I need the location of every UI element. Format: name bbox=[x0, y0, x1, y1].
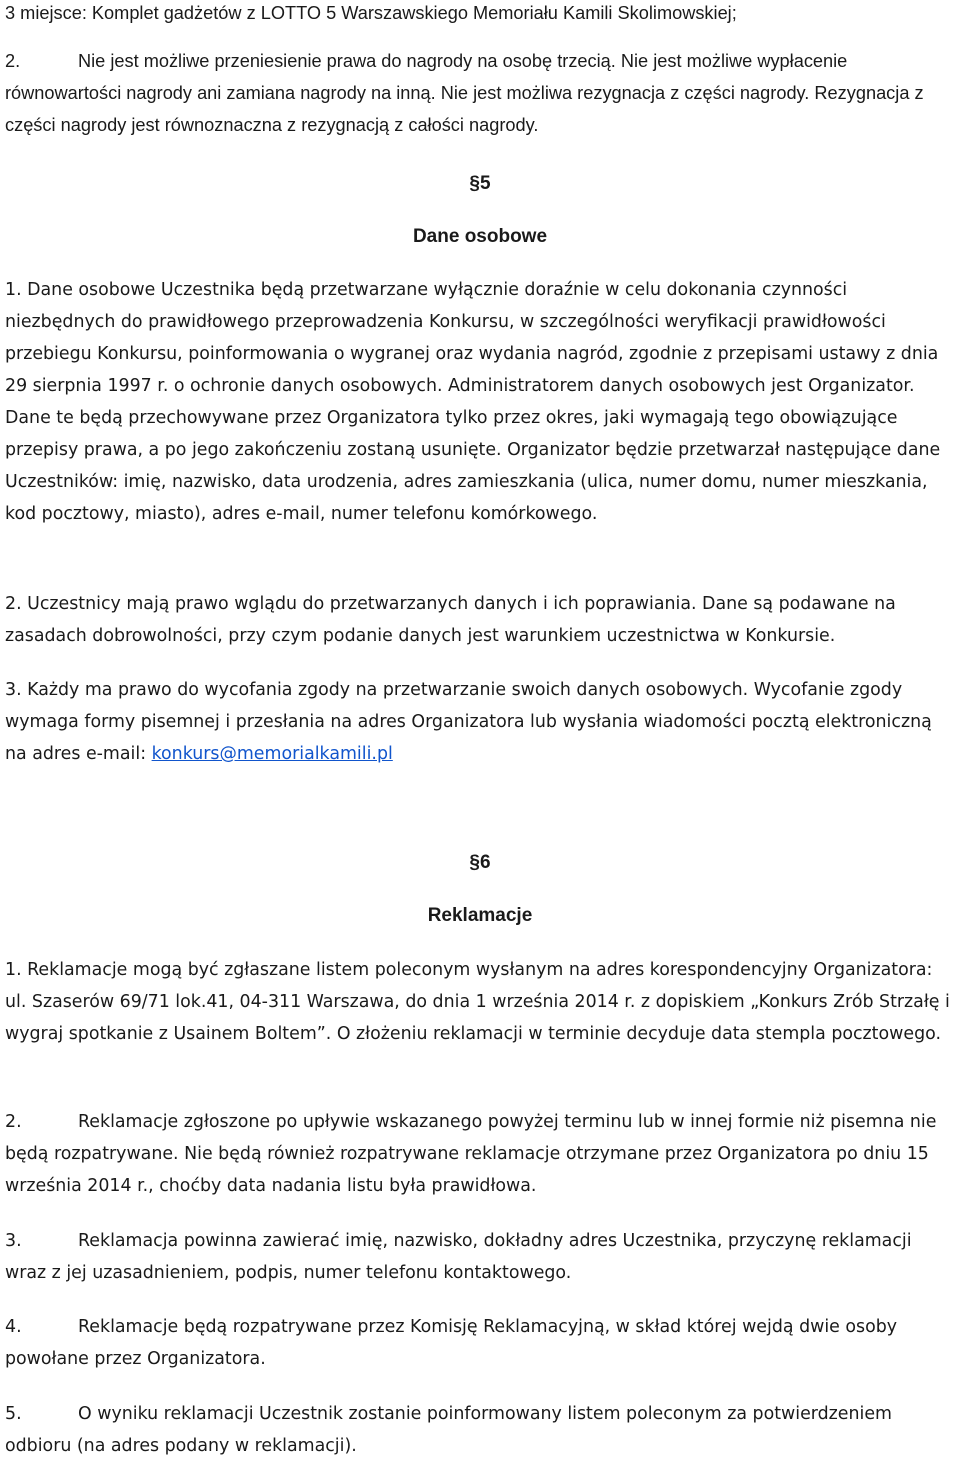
section5-mark: §5 bbox=[469, 173, 491, 194]
section6-mark: §6 bbox=[469, 852, 491, 873]
section5-title: Dane osobowe bbox=[412, 226, 548, 247]
prize-line: 3 miejsce: Komplet gadżetów z LOTTO 5 Warszawskiego Memoriału Kamili Skolimowskiej; bbox=[5, 3, 737, 23]
section6-item-2 bbox=[5, 1106, 957, 1202]
section6-item-1: 1. Reklamacje mogą być zgłaszane listem poleconym wysłanym na adres korespondencyjny Organizatora: ul. Szaserów 69/71 lok.41, 04-311 Warszawa, do dnia 1 września 2014 r. z dopiskiem „Konkurs Zrób Strzałę i wygraj spotkanie z Usainem Boltem”. O złożeniu reklamacji w terminie decyduje data stempla pocztowego. bbox=[5, 960, 950, 1044]
section5-item-2: 2. Uczestnicy mają prawo wglądu do przetwarzanych danych i ich poprawiania. Dane są podawane na zasadach dobrowolności, przy czym podanie danych jest warunkiem uczestnictwa w Konkursie. bbox=[5, 594, 896, 646]
item-text: Reklamacje zgłoszone po upływie wskazanego powyżej terminu lub w innej formie niż pisemna nie będą rozpatrywane. Nie będą również rozpatrywane reklamacje otrzymane przez Organizatora po dniu 15 września 2014 r., choćby data nadania listu była prawidłowa. bbox=[5, 1112, 937, 1196]
section6-item-5 bbox=[5, 1398, 957, 1462]
item-number: 3. bbox=[5, 1231, 22, 1251]
item-text: O wyniku reklamacji Uczestnik zostanie poinformowany listem poleconym za potwierdzeniem odbioru (na adres podany w reklamacji). bbox=[5, 1404, 892, 1456]
section5-item-1: 1. Dane osobowe Uczestnika będą przetwarzane wyłącznie doraźnie w celu dokonania czynności niezbędnych do prawidłowego przeprowadzenia Konkursu, w szczególności weryfikacji prawidłowości przebiegu Konkursu, poinformowania o wygranej oraz wydania nagród, zgodnie z przepisami ustawy z dnia 29 sierpnia 1997 r. o ochronie danych osobowych. Administratorem danych osobowych jest Organizator. Dane te będą przechowywane przez Organizatora tylko przez okres, jaki wymagają tego obowiązujące przepisy prawa, a po jego zakończeniu zostaną usunięte. Organizator będzie przetwarzał następujące dane Uczestników: imię, nazwisko, data urodzenia, adres zamieszkania (ulica, numer domu, numer mieszkania, kod pocztowy, miasto), adres e-mail, numer telefonu komórkowego. bbox=[5, 280, 941, 524]
item-text: Reklamacja powinna zawierać imię, nazwisko, dokładny adres Uczestnika, przyczynę reklamacji wraz z jej uzasadnieniem, podpis, numer telefonu kontaktowego. bbox=[5, 1231, 912, 1283]
item-number: 4. bbox=[5, 1317, 22, 1337]
section5-item-3 bbox=[5, 674, 957, 770]
item-number: 5. bbox=[5, 1404, 22, 1424]
item-text: Nie jest możliwe przeniesienie prawa do nagrody na osobę trzecią. Nie jest możliwe wypłacenie równowartości nagrody ani zamiana nagrody na inną. Nie jest możliwa rezygnacja z części nagrody. Rezygnacja z części nagrody jest równoznaczna z rezygnacją z całości nagrody. bbox=[5, 51, 924, 135]
item-number: 2. bbox=[5, 51, 21, 71]
email-link[interactable]: konkurs@memorialkamili.pl bbox=[151, 744, 393, 764]
item-number: 2. bbox=[5, 1112, 22, 1132]
section6-title: Reklamacje bbox=[427, 905, 533, 926]
section4-item-2 bbox=[5, 45, 957, 141]
item-text: 3. Każdy ma prawo do wycofania zgody na przetwarzanie swoich danych osobowych. Wycofanie zgody wymaga formy pisemnej i przesłania na adres Organizatora lub wysłania wiadomości pocztą elektroniczną na adres e-mail: bbox=[5, 680, 932, 764]
item-text: Reklamacje będą rozpatrywane przez Komisję Reklamacyjną, w skład której wejdą dwie osoby powołane przez Organizatora. bbox=[5, 1317, 898, 1369]
section6-item-3 bbox=[5, 1225, 957, 1289]
section6-item-4 bbox=[5, 1311, 957, 1375]
